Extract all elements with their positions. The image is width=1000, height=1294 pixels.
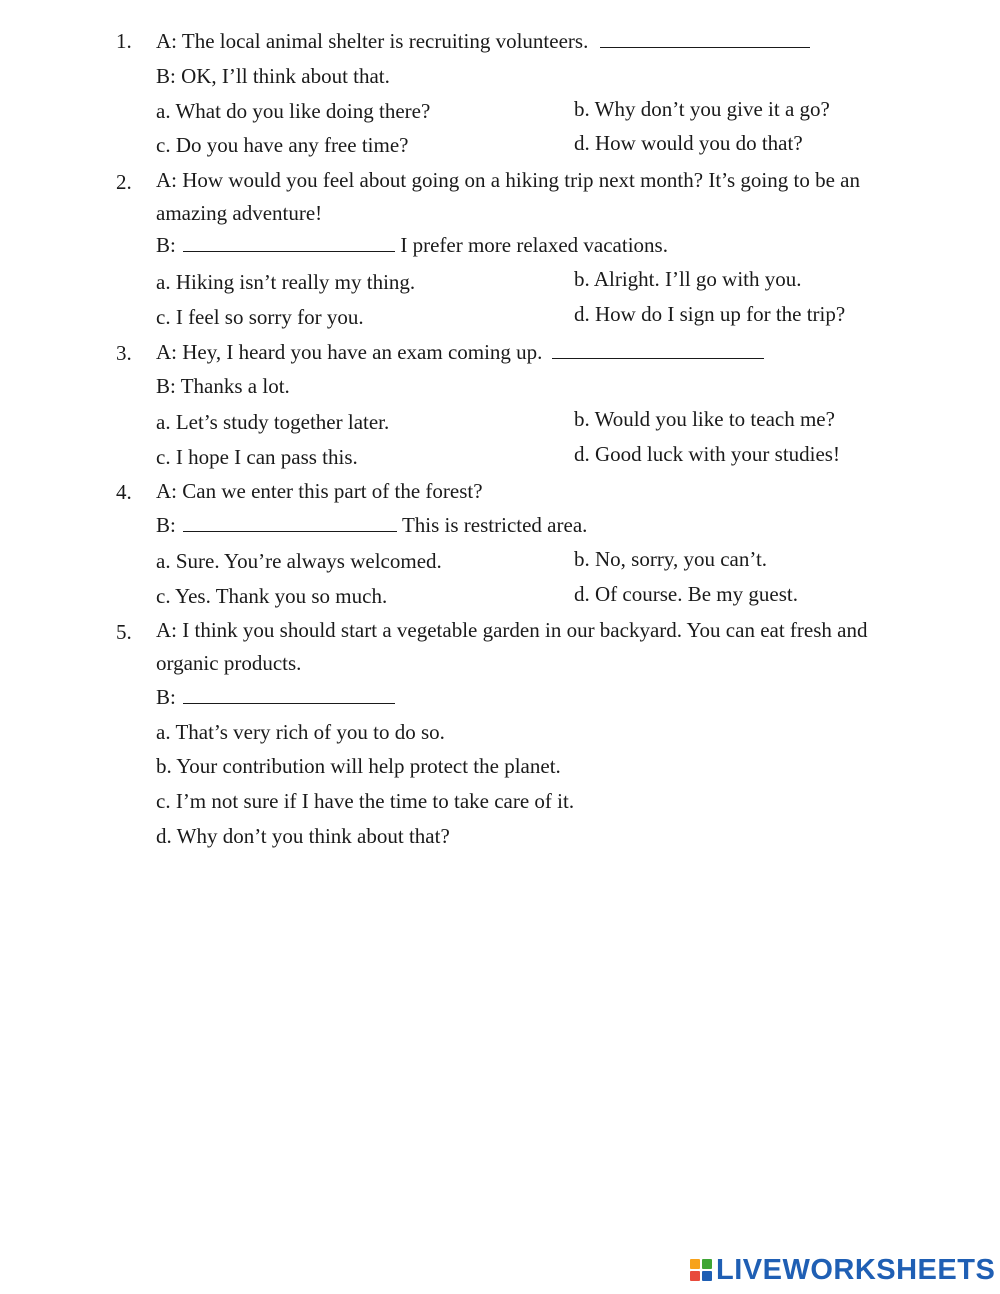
option-a[interactable]: a. Let’s study together later. [156, 410, 390, 434]
option-a[interactable]: a. That’s very rich of you to do so. [156, 720, 445, 744]
option-c[interactable]: c. I feel so sorry for you. [156, 305, 364, 329]
option-d[interactable]: d. Of course. Be my guest. [574, 582, 798, 606]
logo-square [690, 1259, 700, 1269]
option-c[interactable]: c. Do you have any free time? [156, 133, 409, 157]
logo-square [702, 1259, 712, 1269]
question-number: 4. [116, 480, 132, 504]
option-a[interactable]: a. What do you like doing there? [156, 99, 431, 123]
logo-text: LIVEWORKSHEETS [716, 1253, 996, 1286]
option-b[interactable]: b. Would you like to teach me? [574, 407, 835, 431]
logo-icon [690, 1259, 712, 1281]
reply-line: B: Thanks a lot. [156, 374, 290, 398]
question-number: 3. [116, 341, 132, 365]
prompt-text: A: Hey, I heard you have an exam coming up. [156, 340, 543, 364]
question-number: 2. [116, 170, 132, 194]
prompt-line-1: A: I think you should start a vegetable garden in our backyard. You can eat fresh and [156, 618, 868, 642]
reply-prefix: B: [156, 685, 176, 709]
option-a[interactable]: a. Hiking isn’t really my thing. [156, 270, 416, 294]
option-d[interactable]: d. How would you do that? [574, 131, 803, 155]
logo-square [702, 1271, 712, 1281]
question-number: 1. [116, 29, 132, 53]
answer-blank[interactable] [183, 683, 395, 704]
question-number: 5. [116, 620, 132, 644]
reply-line [156, 683, 395, 711]
prompt-line-2: amazing adventure! [156, 201, 323, 225]
option-d[interactable]: d. Good luck with your studies! [574, 442, 840, 466]
answer-blank[interactable] [552, 338, 764, 359]
option-c[interactable]: c. I’m not sure if I have the time to take care of it. [156, 789, 575, 813]
logo-square [690, 1271, 700, 1281]
reply-suffix: This is restricted area. [401, 513, 588, 537]
reply-prefix: B: [156, 513, 176, 537]
liveworksheets-logo [690, 1254, 995, 1286]
option-b[interactable]: b. Your contribution will help protect the planet. [156, 754, 561, 778]
reply-line [156, 511, 587, 539]
answer-blank[interactable] [183, 231, 395, 252]
option-a[interactable]: a. Sure. You’re always welcomed. [156, 549, 442, 573]
option-b[interactable]: b. Why don’t you give it a go? [574, 97, 830, 121]
reply-line [156, 231, 668, 259]
option-b[interactable]: b. No, sorry, you can’t. [574, 547, 768, 571]
reply-suffix: I prefer more relaxed vacations. [400, 233, 668, 257]
option-c[interactable]: c. Yes. Thank you so much. [156, 584, 388, 608]
reply-line: B: OK, I’ll think about that. [156, 64, 390, 88]
prompt-line-1: A: How would you feel about going on a hiking trip next month? It’s going to be an [156, 168, 860, 192]
question-prompt [156, 338, 764, 366]
reply-prefix: B: [156, 233, 176, 257]
answer-blank[interactable] [600, 27, 810, 48]
question-prompt: A: Can we enter this part of the forest? [156, 479, 483, 503]
answer-blank[interactable] [183, 511, 397, 532]
question-prompt [156, 27, 810, 55]
option-b[interactable]: b. Alright. I’ll go with you. [574, 267, 802, 291]
option-c[interactable]: c. I hope I can pass this. [156, 445, 358, 469]
prompt-text: A: The local animal shelter is recruiting volunteers. [156, 29, 589, 53]
option-d[interactable]: d. How do I sign up for the trip? [574, 302, 846, 326]
prompt-line-2: organic products. [156, 651, 302, 675]
option-d[interactable]: d. Why don’t you think about that? [156, 824, 450, 848]
